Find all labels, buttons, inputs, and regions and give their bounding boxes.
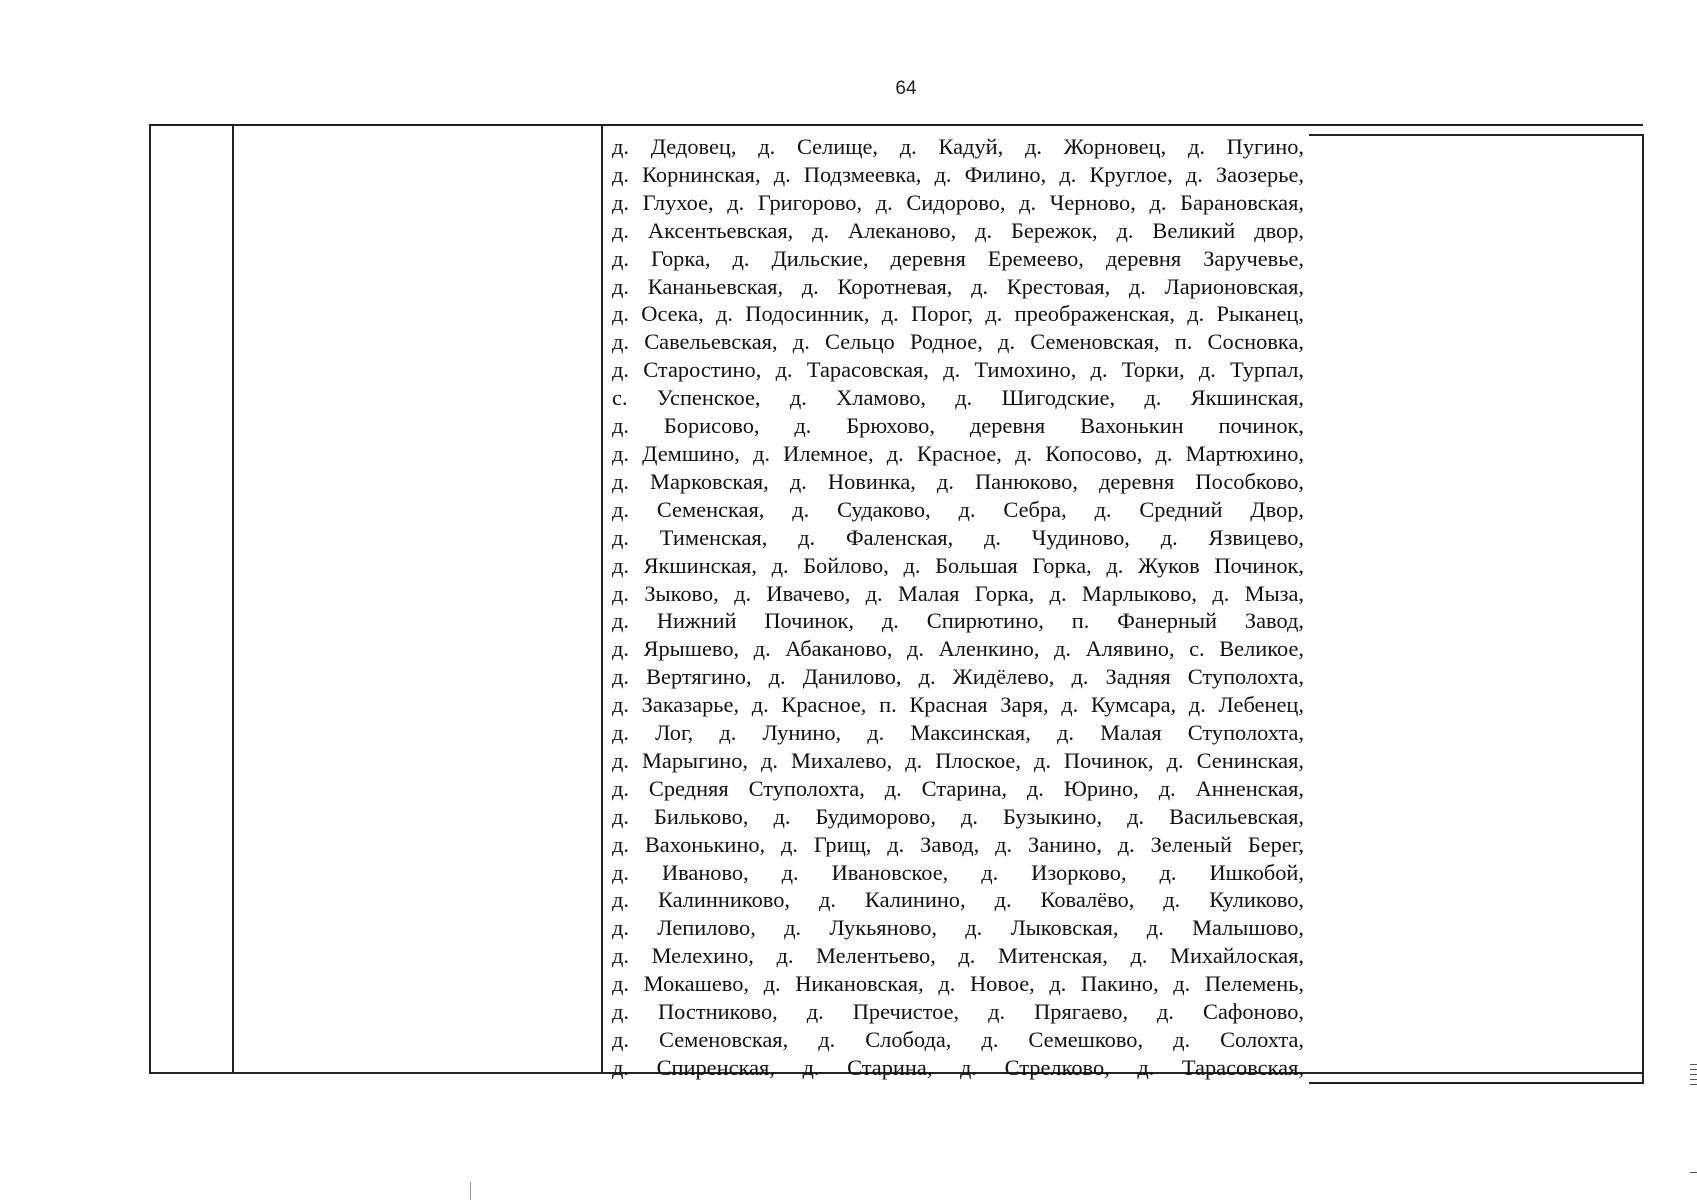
settlements-line: д. Заказарье, д. Красное, п. Красная Заря, д. Кумсара, д. Лебенец,: [612, 692, 1304, 718]
settlements-line: д. Семенская, д. Судаково, д. Себра, д. Средний Двор,: [612, 496, 1304, 522]
margin-mark: [1690, 1172, 1697, 1173]
settlements-line: д. Лог, д. Лунино, д. Максинская, д. Малая Ступолохта,: [612, 720, 1304, 746]
settlements-list-cell: [612, 133, 1304, 1082]
margin-mark: [1690, 1079, 1697, 1080]
settlements-line: д. Старостино, д. Тарасовская, д. Тимохино, д. Торки, д. Турпал,: [612, 357, 1304, 383]
settlements-line: д. Марыгино, д. Михалево, д. Плоское, д. Починок, д. Сенинская,: [612, 747, 1304, 773]
settlements-line: д. Кананьевская, д. Коротневая, д. Крестовая, д. Ларионовская,: [612, 273, 1304, 299]
settlements-line: д. Глухое, д. Григорово, д. Сидорово, д. Черново, д. Барановская,: [612, 189, 1304, 215]
settlements-line: д. Дедовец, д. Селище, д. Кадуй, д. Жорновец, д. Пугино,: [612, 134, 1304, 159]
margin-mark: [1690, 1084, 1697, 1085]
settlements-line: д. Бильково, д. Будиморово, д. Бузыкино, д. Васильевская,: [612, 803, 1304, 829]
settlements-line: д. Корнинская, д. Подзмеевка, д. Филино, д. Круглое, д. Заозерье,: [612, 161, 1304, 187]
settlements-line: д. Иваново, д. Ивановское, д. Изорково, д. Ишкобой,: [612, 859, 1304, 885]
margin-mark: [1690, 1074, 1697, 1075]
table-cell-right: [1309, 134, 1644, 1084]
page-number: 64: [895, 78, 917, 99]
settlements-line: д. Мелехино, д. Мелентьево, д. Митенская, д. Михайлоская,: [612, 943, 1304, 969]
settlements-line: д. Якшинская, д. Бойлово, д. Большая Горка, д. Жуков Починок,: [612, 552, 1304, 578]
column-divider-2: [601, 124, 603, 1074]
settlements-line: д. Постниково, д. Пречистое, д. Прягаево, д. Сафоново,: [612, 999, 1304, 1025]
settlements-line: д. Средняя Ступолохта, д. Старина, д. Юрино, д. Анненская,: [612, 775, 1304, 801]
column-divider-1: [232, 124, 234, 1074]
settlements-line: д. Семеновская, д. Слобода, д. Семешково, д. Солохта,: [612, 1027, 1304, 1052]
settlements-line: д. Мокашево, д. Никановская, д. Новое, д. Пакино, д. Пелемень,: [612, 971, 1304, 997]
settlements-line: д. Спиренская, д. Старина, д. Стрелково, д. Тарасовская,: [612, 1054, 1304, 1080]
settlements-line: д. Савельевская, д. Сельцо Родное, д. Семеновская, п. Сосновка,: [612, 329, 1304, 355]
settlements-line: д. Осека, д. Подосинник, д. Порог, д. преображенская, д. Рыканец,: [612, 301, 1304, 327]
margin-mark: [1690, 1064, 1697, 1065]
settlements-line: д. Демшино, д. Илемное, д. Красное, д. Копосово, д. Мартюхино,: [612, 440, 1304, 466]
settlements-line: д. Тименская, д. Фаленская, д. Чудиново, д. Язвицево,: [612, 524, 1304, 550]
settlements-line: д. Калинниково, д. Калинино, д. Ковалёво, д. Куликово,: [612, 887, 1304, 913]
settlements-line: д. Борисово, д. Брюхово, деревня Вахонькин починок,: [612, 413, 1304, 439]
margin-mark: [1690, 1069, 1697, 1070]
settlements-line: д. Аксентьевская, д. Алеканово, д. Бережок, д. Великий двор,: [612, 217, 1304, 243]
settlements-line: д. Ярышево, д. Абаканово, д. Аленкино, д. Алявино, с. Великое,: [612, 636, 1304, 662]
scan-artifact: [470, 1182, 471, 1200]
settlements-line: д. Нижний Починок, д. Спирютино, п. Фанерный Завод,: [612, 608, 1304, 634]
settlements-line: д. Зыково, д. Ивачево, д. Малая Горка, д. Марлыково, д. Мыза,: [612, 580, 1304, 606]
settlements-line: д. Лепилово, д. Лукьяново, д. Лыковская, д. Малышово,: [612, 915, 1304, 941]
settlements-line: с. Успенское, д. Хламово, д. Шигодские, д. Якшинская,: [612, 385, 1304, 411]
settlements-line: д. Вахонькино, д. Грищ, д. Завод, д. Занино, д. Зеленый Берег,: [612, 831, 1304, 857]
settlements-line: д. Марковская, д. Новинка, д. Панюково, деревня Пособково,: [612, 468, 1304, 494]
settlements-line: д. Вертягино, д. Данилово, д. Жидёлево, д. Задняя Ступолохта,: [612, 664, 1304, 690]
settlements-line: д. Горка, д. Дильские, деревня Еремеево, деревня Заручевье,: [612, 245, 1304, 271]
